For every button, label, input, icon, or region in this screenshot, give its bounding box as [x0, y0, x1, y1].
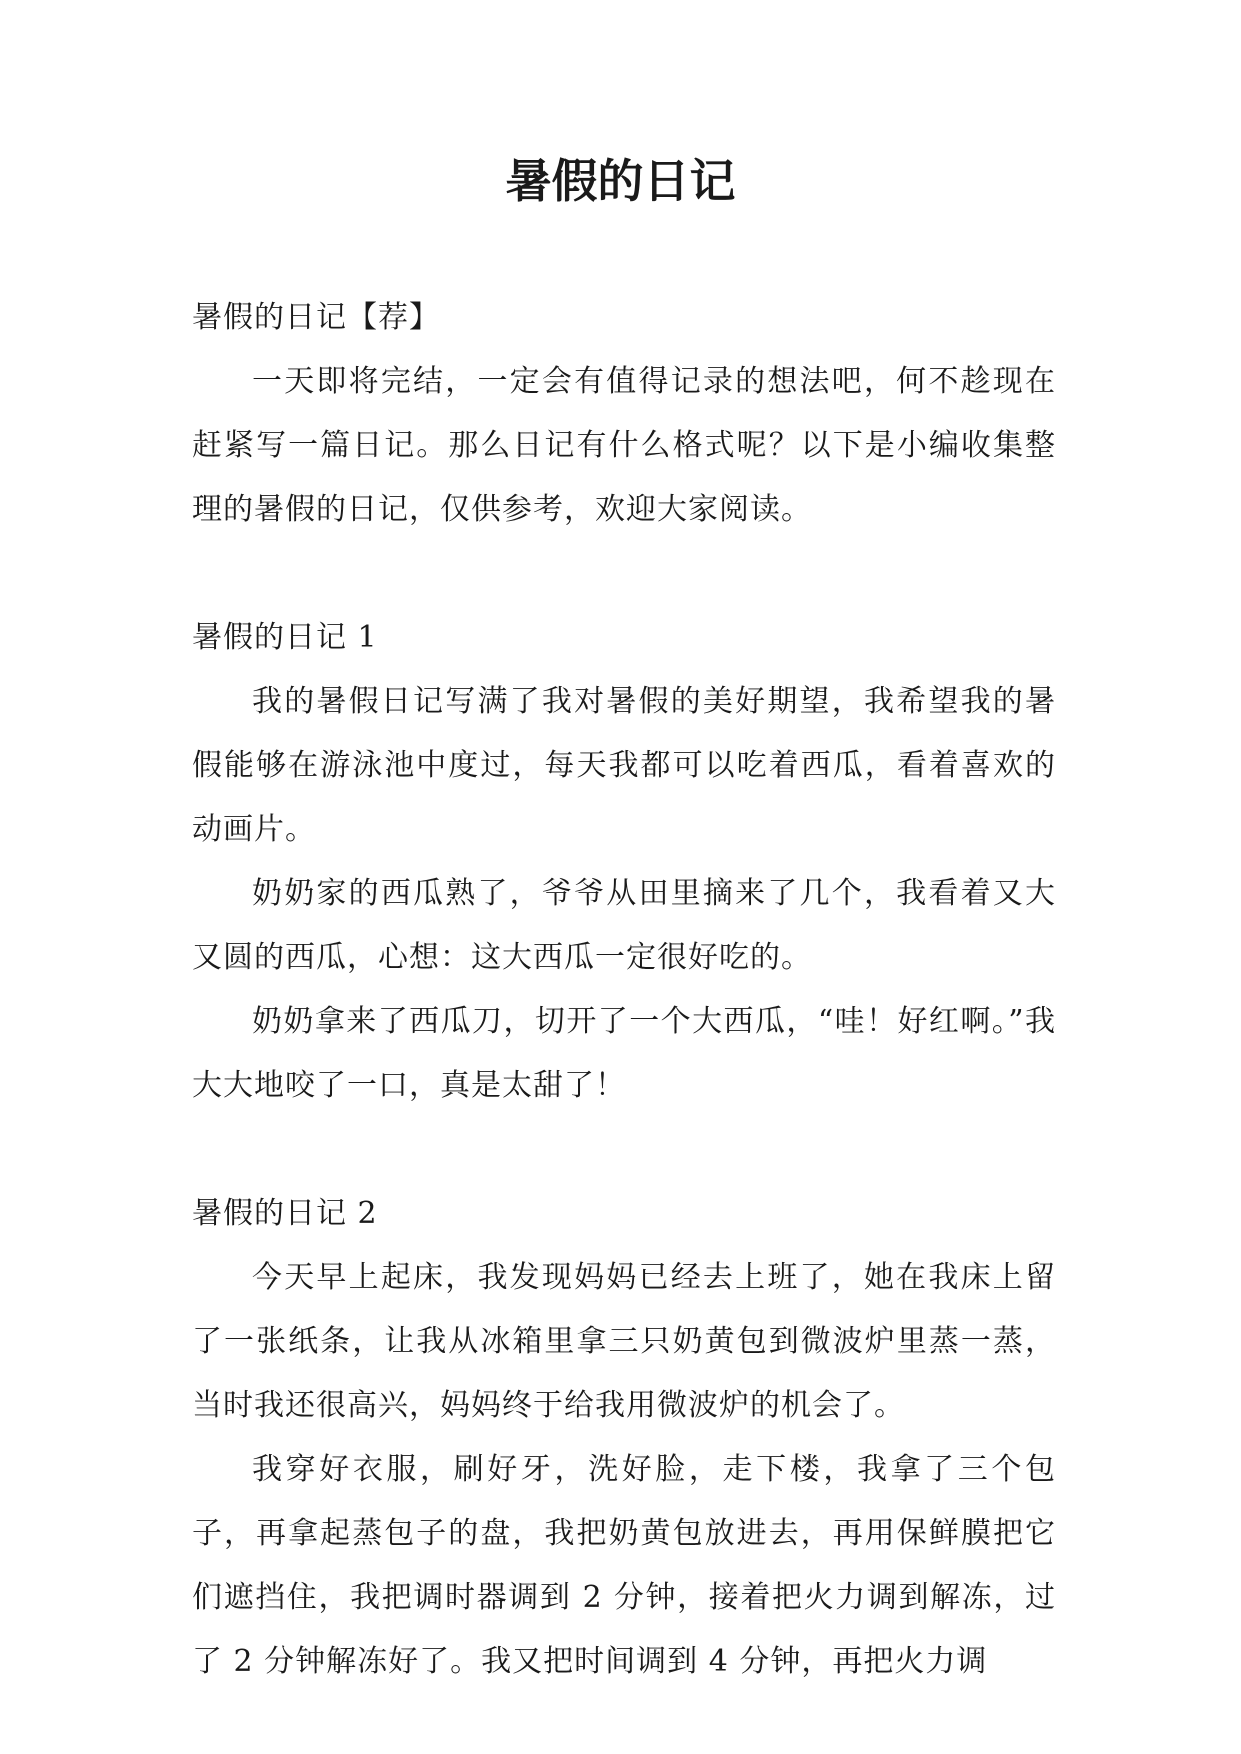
diary1-paragraph: 我的暑假日记写满了我对暑假的美好期望，我希望我的暑假能够在游泳池中度过，每天我都可以吃着西瓜，看着喜欢的动画片。 [192, 684, 1056, 847]
document-body [192, 286, 1056, 1694]
diary1-heading: 暑假的日记 1 [192, 620, 378, 655]
diary1-paragraph: 奶奶家的西瓜熟了，爷爷从田里摘来了几个，我看着又大又圆的西瓜，心想：这大西瓜一定很好吃的。 [192, 876, 1056, 975]
section-spacer [192, 1118, 1056, 1182]
diary2-paragraph: 今天早上起床，我发现妈妈已经去上班了，她在我床上留了一张纸条，让我从冰箱里拿三只奶黄包到微波炉里蒸一蒸，当时我还很高兴，妈妈终于给我用微波炉的机会了。 [192, 1260, 1056, 1423]
diary2-paragraph: 我穿好衣服，刷好牙，洗好脸，走下楼，我拿了三个包子，再拿起蒸包子的盘，我把奶黄包放进去，再用保鲜膜把它们遮挡住，我把调时器调到 2 分钟，接着把火力调到解冻，过了 2 分钟解冻好了。我又把时间调到 4 分钟，再把火力调 [192, 1452, 1056, 1679]
document-title: 暑假的日记 [505, 154, 736, 208]
diary1-paragraph: 奶奶拿来了西瓜刀，切开了一个大西瓜，“哇！好红啊。”我大大地咬了一口，真是太甜了！ [192, 1004, 1056, 1103]
intro-heading: 暑假的日记【荐】 [192, 300, 440, 335]
diary2-heading: 暑假的日记 2 [192, 1196, 378, 1231]
intro-paragraph: 一天即将完结，一定会有值得记录的想法吧，何不趁现在赶紧写一篇日记。那么日记有什么格式呢？以下是小编收集整理的暑假的日记，仅供参考，欢迎大家阅读。 [192, 364, 1056, 527]
section-spacer [192, 542, 1056, 606]
